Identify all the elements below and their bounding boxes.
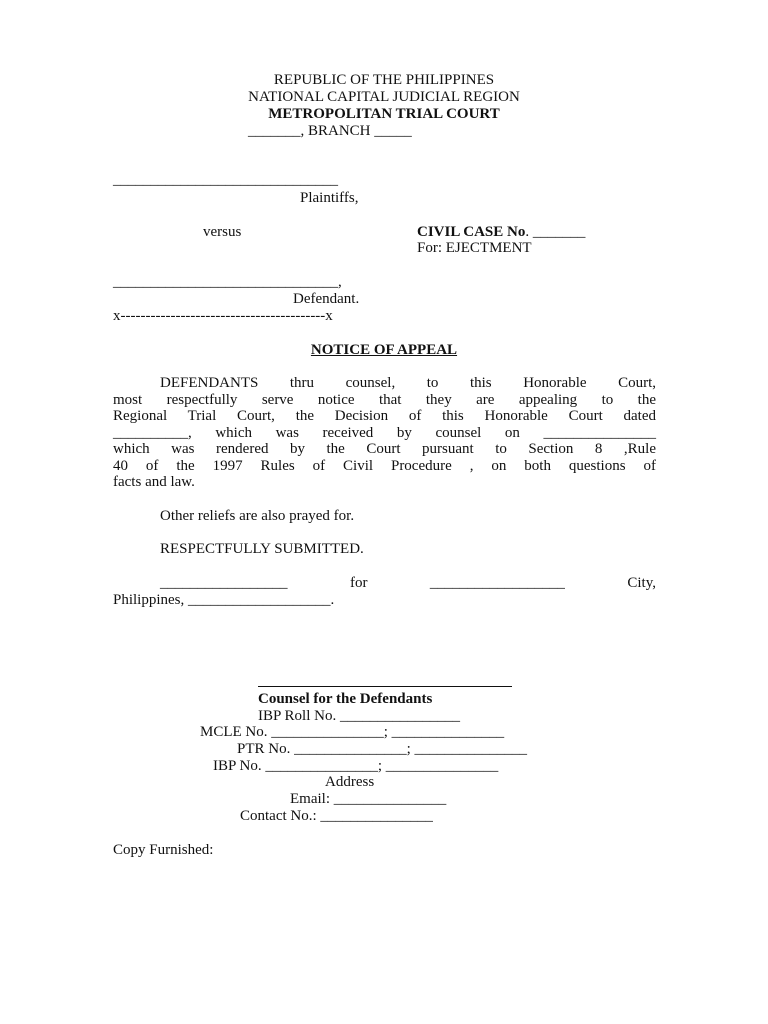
- defendant-blank: ______________________________,: [113, 274, 342, 290]
- defendant-label: Defendant.: [293, 291, 360, 307]
- copy-furnished: Copy Furnished:: [113, 842, 214, 858]
- caption-divider: x-----------------------------------------x: [113, 308, 333, 324]
- place-date-line-2: Philippines, ___________________.: [113, 592, 335, 608]
- other-reliefs: Other reliefs are also prayed for.: [160, 508, 355, 524]
- body-line-3: Regional Trial Court, the Decision of this Honorable Court dated: [113, 408, 656, 424]
- ibp-roll-number: IBP Roll No. ________________: [258, 708, 460, 724]
- body-line-6: 40 of the 1997 Rules of Civil Procedure , on both questions of: [113, 458, 656, 474]
- civil-case-label: CIVIL CASE No: [417, 224, 526, 240]
- plaintiffs-label: Plaintiffs,: [300, 190, 359, 206]
- case-nature: For: EJECTMENT: [417, 240, 532, 256]
- body-line-4: __________, which was received by counsel on _______________: [113, 425, 656, 441]
- contact-number: Contact No.: _______________: [240, 808, 433, 824]
- email-line: Email: _______________: [290, 791, 447, 807]
- body-line-7: facts and law.: [113, 474, 195, 490]
- civil-case-blank: . _______: [525, 224, 586, 240]
- ibp-number: IBP No. _______________; _______________: [213, 758, 499, 774]
- document-title: NOTICE OF APPEAL: [310, 342, 458, 358]
- counsel-label: Counsel for the Defendants: [258, 691, 433, 707]
- body-line-2: most respectfully serve notice that they are appealing to the: [113, 392, 656, 408]
- respectfully-submitted: RESPECTFULLY SUBMITTED.: [160, 541, 364, 557]
- body-line-5: which was rendered by the Court pursuant to Section 8 ,Rule: [113, 441, 656, 457]
- header-branch: _______, BRANCH _____: [248, 123, 412, 139]
- mcle-number: MCLE No. _______________; _______________: [200, 724, 505, 740]
- header-court: METROPOLITAN TRIAL COURT: [268, 106, 500, 122]
- signature-line: [258, 686, 512, 687]
- place-date-line: _________________ for __________________ City,: [160, 575, 656, 591]
- body-line-1: DEFENDANTS thru counsel, to this Honorable Court,: [160, 375, 656, 391]
- civil-case-number: [417, 224, 585, 241]
- plaintiff-blank: ______________________________: [113, 172, 338, 188]
- ptr-number: PTR No. _______________; _______________: [237, 741, 528, 757]
- header-republic: REPUBLIC OF THE PHILIPPINES: [273, 72, 495, 88]
- address-label: Address: [325, 774, 375, 790]
- header-region: NATIONAL CAPITAL JUDICIAL REGION: [248, 89, 520, 105]
- versus-label: versus: [203, 224, 242, 240]
